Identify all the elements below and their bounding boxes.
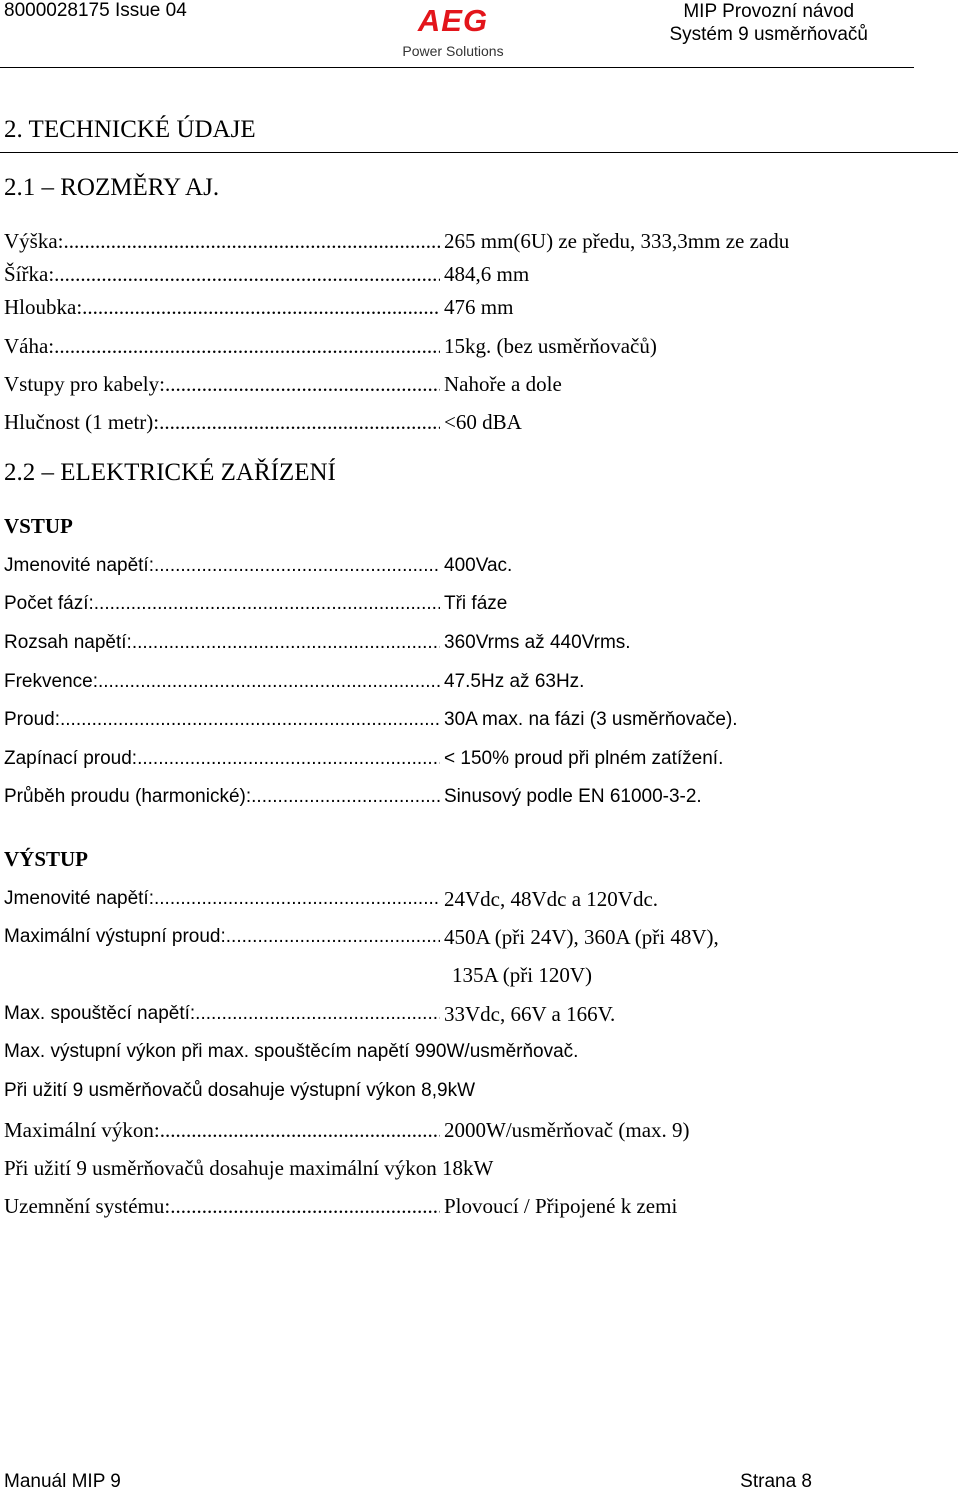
spec-value: 47.5Hz až 63Hz.: [444, 671, 585, 692]
section-divider: [0, 152, 958, 153]
spec-label: Maximální výkon: .....: [4, 1115, 440, 1145]
output-note-nine-rectifiers: Při užití 9 usměrňovačů dosahuje výstupní výkon 8,9kW: [4, 1080, 476, 1101]
spec-label: Výška: .....: [4, 226, 440, 256]
spec-value: Sinusový podle EN 61000-3-2.: [444, 786, 702, 807]
spec-label: Průběh proudu (harmonické): .....: [4, 782, 440, 812]
spec-label: Maximální výstupní proud: .....: [4, 922, 440, 952]
document-number: 8000028175 Issue 04: [4, 0, 187, 21]
spec-label: Hloubka: .....: [4, 292, 440, 322]
spec-value: Plovoucí / Připojené k zemi: [444, 1194, 678, 1218]
spec-value: 2000W/usměrňovač (max. 9): [444, 1118, 690, 1142]
spec-label: Vstupy pro kabely: .....: [4, 369, 440, 399]
electrical-heading: 2.2 – ELEKTRICKÉ ZAŘÍZENÍ: [4, 459, 336, 486]
spec-value: 265 mm(6U) ze předu, 333,3mm ze zadu: [444, 229, 790, 253]
spec-value-continuation: 135A (při 120V): [452, 963, 592, 987]
spec-value: 400Vac.: [444, 555, 513, 576]
spec-label: Váha: .....: [4, 331, 440, 361]
spec-label: Uzemnění systému: .....: [4, 1191, 440, 1221]
spec-label: Jmenovité napětí: .....: [4, 551, 440, 581]
output-note-max-power: Max. výstupní výkon při max. spouštěcím napětí 990W/usměrňovač.: [4, 1041, 579, 1062]
spec-value: 484,6 mm: [444, 262, 530, 286]
footer-page-number: Strana 8: [740, 1471, 812, 1492]
spec-value: 30A max. na fázi (3 usměrňovače).: [444, 709, 738, 730]
section-heading: 2. TECHNICKÉ ÚDAJE: [4, 116, 256, 143]
spec-label: Frekvence: .....: [4, 667, 440, 697]
spec-label: Hlučnost (1 metr): .....: [4, 407, 440, 437]
logo-subtitle: Power Solutions: [402, 43, 504, 59]
footer-manual: Manuál MIP 9: [4, 1471, 121, 1492]
spec-value: 15kg. (bez usměrňovačů): [444, 334, 657, 358]
spec-value: < 150% proud při plném zatížení.: [444, 748, 724, 769]
spec-value: 476 mm: [444, 295, 514, 319]
logo-mark: AEG: [417, 3, 489, 38]
output-note-max-power-total: Při užití 9 usměrňovačů dosahuje maximální výkon 18kW: [4, 1156, 494, 1180]
spec-label: Počet fází: .....: [4, 589, 440, 619]
header-divider: [0, 67, 914, 68]
spec-value: 450A (při 24V), 360A (při 48V),: [444, 925, 719, 949]
dimensions-heading: 2.1 – ROZMĚRY AJ.: [4, 174, 220, 201]
spec-value: Tři fáze: [444, 593, 508, 614]
spec-value: 33Vdc, 66V a 166V.: [444, 1002, 616, 1026]
spec-label: Max. spouštěcí napětí: .....: [4, 999, 440, 1029]
spec-label: Rozsah napětí: .....: [4, 628, 440, 658]
spec-label: Jmenovité napětí: .....: [4, 884, 440, 914]
spec-value: 360Vrms až 440Vrms.: [444, 632, 631, 653]
title-line-2: Systém 9 usměrňovačů: [669, 24, 868, 45]
output-heading: VÝSTUP: [4, 847, 89, 871]
title-line-1: MIP Provozní návod: [683, 1, 855, 22]
spec-value: <60 dBA: [444, 410, 522, 434]
input-heading: VSTUP: [4, 514, 73, 538]
spec-value: Nahoře a dole: [444, 372, 562, 396]
document-title: [669, 0, 868, 46]
spec-label: Šířka: .....: [4, 259, 440, 289]
spec-label: Proud: .....: [4, 705, 440, 735]
spec-value: 24Vdc, 48Vdc a 120Vdc.: [444, 887, 659, 911]
spec-label: Zapínací proud: .....: [4, 744, 440, 774]
aeg-logo: [393, 4, 513, 59]
